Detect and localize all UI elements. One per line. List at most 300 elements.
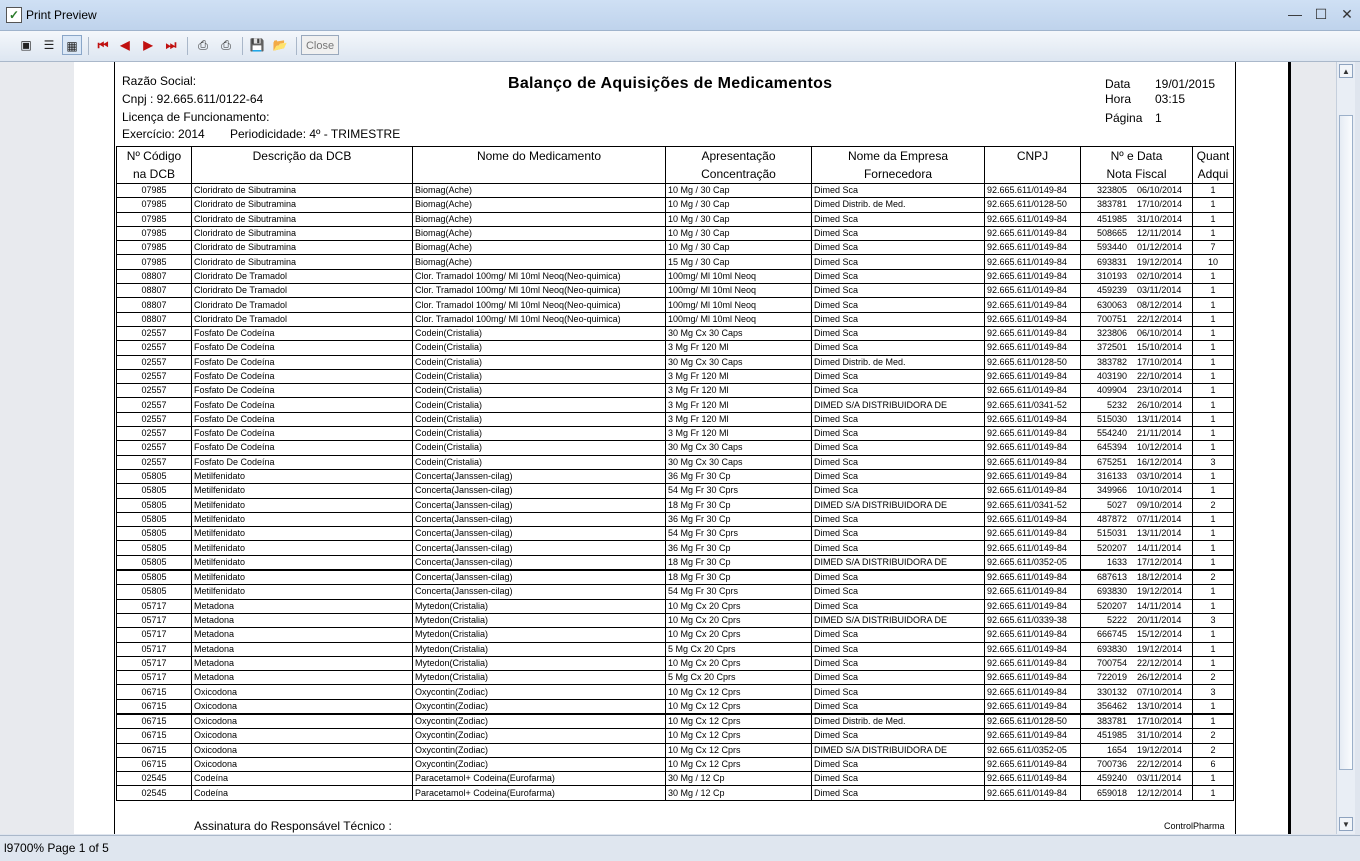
supplier-cnpj-cell xyxy=(985,455,1081,469)
supplier-cnpj-cell xyxy=(985,729,1081,743)
data-value: 19/01/2015 xyxy=(1155,77,1216,91)
table-row xyxy=(117,699,1234,714)
supplier-cell xyxy=(812,398,985,412)
nota-fiscal: 19/12/2014 xyxy=(1137,643,1183,654)
open-folder-icon[interactable]: 📂 xyxy=(272,38,288,52)
supplier: DIMED S/A DISTRIBUIDORA DE xyxy=(814,556,948,567)
table-row xyxy=(117,512,1234,526)
nota-fiscal: 14/11/2014 xyxy=(1137,600,1182,611)
vertical-scrollbar[interactable] xyxy=(1336,62,1355,834)
dcb-code: 07985 xyxy=(141,213,167,224)
column-header xyxy=(666,147,812,184)
supplier: Dimed Sca xyxy=(814,686,859,697)
presentation-cell xyxy=(666,384,812,398)
scroll-down-icon[interactable]: ▼ xyxy=(1339,817,1353,831)
supplier-cnpj: 92.665.611/0149-84 xyxy=(987,485,1067,496)
nota-fiscal-cell xyxy=(1081,699,1193,714)
presentation: 3 Mg Fr 120 Ml xyxy=(668,413,729,424)
presentation: 54 Mg Fr 30 Cprs xyxy=(668,586,739,597)
dcb-code-cell xyxy=(117,714,192,729)
supplier-cnpj-cell xyxy=(985,570,1081,585)
table-row xyxy=(117,541,1234,555)
medicine-name: Biomag(Ache) xyxy=(415,213,473,224)
supplier: Dimed Sca xyxy=(814,442,859,453)
presentation-cell xyxy=(666,613,812,627)
dcb-description-cell xyxy=(192,384,413,398)
supplier-cnpj-cell xyxy=(985,312,1081,326)
medicine-name: Oxycontin(Zodiac) xyxy=(415,759,489,770)
supplier-cnpj-cell xyxy=(985,212,1081,226)
nota-fiscal: 508665 xyxy=(1096,228,1127,239)
close-window-button[interactable]: ✕ xyxy=(1341,6,1353,22)
column-header-line1: Nome do Medicamento xyxy=(476,149,602,163)
dcb-code-cell xyxy=(117,642,192,656)
quantity-cell xyxy=(1193,786,1234,800)
supplier-cell xyxy=(812,541,985,555)
dcb-code: 05717 xyxy=(141,629,167,640)
cnpj-header: Cnpj : 92.665.611/0122-64 xyxy=(122,92,264,106)
nota-fiscal-cell xyxy=(1081,255,1193,269)
presentation-cell xyxy=(666,555,812,570)
nota-fiscal-cell xyxy=(1081,484,1193,498)
supplier-cnpj: 92.665.611/0341-52 xyxy=(987,399,1067,410)
dcb-description-cell xyxy=(192,455,413,469)
table-header-row xyxy=(117,147,1234,184)
column-header xyxy=(985,147,1081,184)
nota-fiscal: 515030 xyxy=(1096,413,1127,424)
medicine-name-cell xyxy=(413,469,666,483)
dcb-code-cell xyxy=(117,671,192,685)
supplier-cnpj-cell xyxy=(985,241,1081,255)
nota-fiscal: 349966 xyxy=(1096,485,1127,496)
medicine-name: Oxycontin(Zodiac) xyxy=(415,744,489,755)
supplier-cnpj-cell xyxy=(985,714,1081,729)
dcb-code-cell xyxy=(117,555,192,570)
supplier-cell xyxy=(812,613,985,627)
nota-fiscal: 07/10/2014 xyxy=(1137,686,1183,697)
page-left-border xyxy=(114,62,115,834)
medicine-name: Paracetamol+ Codeina(Eurofarma) xyxy=(415,787,555,798)
medicine-name-cell xyxy=(413,226,666,240)
dcb-description-cell xyxy=(192,398,413,412)
nota-fiscal: 515031 xyxy=(1096,528,1127,539)
next-page-icon[interactable]: ▶ xyxy=(143,38,153,52)
nota-fiscal: 22/12/2014 xyxy=(1137,657,1183,668)
one-page-view-icon[interactable]: ▣ xyxy=(20,38,32,52)
medicine-name-cell xyxy=(413,685,666,699)
quantity: 1 xyxy=(1210,528,1216,539)
quantity: 7 xyxy=(1210,242,1216,253)
presentation-cell xyxy=(666,412,812,426)
dcb-code: 02557 xyxy=(141,385,167,396)
table-row xyxy=(117,212,1234,226)
supplier-cnpj-cell xyxy=(985,642,1081,656)
supplier-cnpj: 92.665.611/0149-84 xyxy=(987,456,1067,467)
medicine-name-cell xyxy=(413,642,666,656)
nota-fiscal-cell xyxy=(1081,298,1193,312)
presentation-cell xyxy=(666,341,812,355)
save-icon[interactable]: 💾 xyxy=(249,38,265,52)
quantity-cell xyxy=(1193,427,1234,441)
supplier-cell xyxy=(812,484,985,498)
medicine-name-cell xyxy=(413,269,666,283)
supplier-cnpj-cell xyxy=(985,772,1081,786)
table-row xyxy=(117,384,1234,398)
presentation: 3 Mg Fr 120 Ml xyxy=(668,428,729,439)
nota-fiscal-cell xyxy=(1081,384,1193,398)
multi-page-view-icon[interactable]: ☰ xyxy=(43,38,55,52)
quantity: 1 xyxy=(1210,586,1216,597)
presentation: 100mg/ Ml 10ml Neoq xyxy=(668,270,757,281)
nota-fiscal: 722019 xyxy=(1096,672,1127,683)
presentation-cell xyxy=(666,772,812,786)
dcb-code: 05805 xyxy=(141,499,167,510)
medicine-name-cell xyxy=(413,714,666,729)
nota-fiscal-cell xyxy=(1081,398,1193,412)
table-row xyxy=(117,786,1234,800)
dcb-description-cell xyxy=(192,412,413,426)
medicine-name-cell xyxy=(413,355,666,369)
medicine-name-cell xyxy=(413,484,666,498)
quantity-cell xyxy=(1193,498,1234,512)
medicine-name: Oxycontin(Zodiac) xyxy=(415,730,489,741)
presentation-cell xyxy=(666,398,812,412)
table-row xyxy=(117,570,1234,585)
first-page-icon[interactable]: ⏮ xyxy=(97,38,109,52)
dcb-code: 05805 xyxy=(141,586,167,597)
nota-fiscal: 700751 xyxy=(1096,313,1127,324)
supplier-cell xyxy=(812,757,985,771)
quantity-cell xyxy=(1193,269,1234,283)
supplier: Dimed Sca xyxy=(814,428,859,439)
quantity: 1 xyxy=(1210,399,1216,410)
supplier: Dimed Sca xyxy=(814,413,859,424)
supplier-cnpj: 92.665.611/0149-84 xyxy=(987,643,1067,654)
dcb-code-cell xyxy=(117,398,192,412)
dcb-description: Fosfato De Codeína xyxy=(194,371,275,381)
dcb-description-cell xyxy=(192,714,413,729)
supplier-cell xyxy=(812,198,985,212)
supplier-cell xyxy=(812,255,985,269)
nota-fiscal-cell xyxy=(1081,226,1193,240)
table-row xyxy=(117,613,1234,627)
medicine-name: Paracetamol+ Codeina(Eurofarma) xyxy=(415,773,555,784)
dcb-code-cell xyxy=(117,498,192,512)
dcb-code: 08807 xyxy=(141,270,167,281)
presentation-cell xyxy=(666,599,812,613)
medicine-name-cell xyxy=(413,241,666,255)
page-width-view-icon[interactable]: ▦ xyxy=(62,35,82,55)
supplier: Dimed Sca xyxy=(814,657,859,668)
medicine-name: Oxycontin(Zodiac) xyxy=(415,686,489,697)
medicine-name: Codein(Cristalia) xyxy=(415,399,483,410)
nota-fiscal-cell xyxy=(1081,326,1193,340)
supplier-cell xyxy=(812,512,985,526)
nota-fiscal: 17/10/2014 xyxy=(1137,199,1183,210)
medicine-name-cell xyxy=(413,699,666,714)
nota-fiscal-cell xyxy=(1081,412,1193,426)
dcb-code-cell xyxy=(117,226,192,240)
dcb-code-cell xyxy=(117,599,192,613)
supplier-cell xyxy=(812,298,985,312)
medicine-name: Biomag(Ache) xyxy=(415,185,473,196)
dcb-description: Metadona xyxy=(194,600,235,611)
dcb-description-cell xyxy=(192,671,413,685)
presentation-cell xyxy=(666,527,812,541)
quantity-cell xyxy=(1193,384,1234,398)
signature-line: Assinatura do Responsável Técnico : xyxy=(194,819,392,833)
toolbar xyxy=(0,31,1360,62)
supplier-cell xyxy=(812,642,985,656)
table-row xyxy=(117,555,1234,570)
supplier-cell xyxy=(812,585,985,599)
table-row xyxy=(117,455,1234,469)
supplier: Dimed Distrib. de Med. xyxy=(814,356,906,367)
supplier-cnpj-cell xyxy=(985,498,1081,512)
quantity-cell xyxy=(1193,656,1234,670)
dcb-description-cell xyxy=(192,656,413,670)
quantity: 1 xyxy=(1210,657,1216,668)
dcb-code: 05717 xyxy=(141,615,167,626)
nota-fiscal: 16/12/2014 xyxy=(1137,456,1183,467)
nota-fiscal-cell xyxy=(1081,198,1193,212)
print-icon[interactable]: ⎙ xyxy=(221,38,231,52)
nota-fiscal: 17/10/2014 xyxy=(1137,716,1183,727)
supplier: Dimed Sca xyxy=(814,773,859,784)
dcb-description: Oxicodona xyxy=(194,686,238,697)
presentation-cell xyxy=(666,671,812,685)
supplier-cnpj-cell xyxy=(985,743,1081,757)
presentation: 10 Mg Cx 12 Cprs xyxy=(668,716,741,727)
medicine-name-cell xyxy=(413,527,666,541)
quantity: 1 xyxy=(1210,213,1216,224)
presentation-cell xyxy=(666,699,812,714)
supplier-cnpj: 92.665.611/0149-84 xyxy=(987,528,1067,539)
medicine-name: Mytedon(Cristalia) xyxy=(415,657,489,668)
supplier: Dimed Sca xyxy=(814,513,859,524)
quantity-cell xyxy=(1193,198,1234,212)
medicine-name: Clor. Tramadol 100mg/ Ml 10ml Neoq(Neo-quimica) xyxy=(415,270,621,281)
nota-fiscal: 22/12/2014 xyxy=(1137,759,1183,770)
supplier-cnpj-cell xyxy=(985,685,1081,699)
print-setup-icon[interactable]: ⎙ xyxy=(198,38,208,52)
column-header xyxy=(1081,147,1193,184)
supplier-cnpj-cell xyxy=(985,412,1081,426)
dcb-code-cell xyxy=(117,786,192,800)
quantity-cell xyxy=(1193,757,1234,771)
quantity-cell xyxy=(1193,628,1234,642)
dcb-description-cell xyxy=(192,599,413,613)
column-header xyxy=(192,147,413,184)
dcb-description-cell xyxy=(192,312,413,326)
nota-fiscal: 31/10/2014 xyxy=(1137,730,1183,741)
table-row xyxy=(117,341,1234,355)
quantity: 1 xyxy=(1210,285,1216,296)
nota-fiscal: 20/11/2014 xyxy=(1137,615,1182,626)
supplier-cnpj: 92.665.611/0339-38 xyxy=(987,615,1067,626)
dcb-code-cell xyxy=(117,427,192,441)
acquisitions-table xyxy=(116,146,1234,801)
supplier-cnpj: 92.665.611/0149-84 xyxy=(987,442,1067,453)
dcb-code-cell xyxy=(117,355,192,369)
presentation-cell xyxy=(666,685,812,699)
presentation: 10 Mg / 30 Cap xyxy=(668,213,730,224)
dcb-code: 05717 xyxy=(141,657,167,668)
quantity-cell xyxy=(1193,298,1234,312)
supplier-cnpj: 92.665.611/0149-84 xyxy=(987,686,1067,697)
supplier-cnpj-cell xyxy=(985,184,1081,198)
nota-fiscal: 26/10/2014 xyxy=(1137,399,1183,410)
nota-fiscal: 409904 xyxy=(1096,385,1127,396)
supplier-cnpj-cell xyxy=(985,585,1081,599)
medicine-name-cell xyxy=(413,412,666,426)
medicine-name-cell xyxy=(413,541,666,555)
nota-fiscal: 03/10/2014 xyxy=(1137,471,1183,482)
quantity-cell xyxy=(1193,184,1234,198)
quantity: 2 xyxy=(1210,744,1216,755)
supplier: Dimed Sca xyxy=(814,730,859,741)
table-row xyxy=(117,527,1234,541)
supplier: DIMED S/A DISTRIBUIDORA DE xyxy=(814,744,948,755)
table-row xyxy=(117,685,1234,699)
supplier-cnpj: 92.665.611/0341-52 xyxy=(987,499,1067,510)
nota-fiscal-cell xyxy=(1081,541,1193,555)
quantity: 1 xyxy=(1210,600,1216,611)
dcb-description: Metadona xyxy=(194,629,235,640)
supplier-cell xyxy=(812,527,985,541)
supplier: Dimed Sca xyxy=(814,213,859,224)
nota-fiscal-cell xyxy=(1081,685,1193,699)
nota-fiscal: 15/10/2014 xyxy=(1137,342,1183,353)
dcb-description-cell xyxy=(192,613,413,627)
supplier-cnpj: 92.665.611/0149-84 xyxy=(987,242,1067,253)
supplier-cnpj-cell xyxy=(985,269,1081,283)
supplier-cnpj: 92.665.611/0149-84 xyxy=(987,787,1067,798)
data-label: Data xyxy=(1105,77,1131,91)
quantity-cell xyxy=(1193,743,1234,757)
dcb-code-cell xyxy=(117,743,192,757)
dcb-description-cell xyxy=(192,341,413,355)
quantity-cell xyxy=(1193,441,1234,455)
supplier-cnpj-cell xyxy=(985,555,1081,570)
quantity: 1 xyxy=(1210,228,1216,239)
quantity-cell xyxy=(1193,613,1234,627)
presentation: 18 Mg Fr 30 Cp xyxy=(668,499,731,510)
dcb-description-cell xyxy=(192,743,413,757)
nota-fiscal-cell xyxy=(1081,555,1193,570)
supplier-cnpj-cell xyxy=(985,298,1081,312)
dcb-code-cell xyxy=(117,412,192,426)
supplier-cnpj-cell xyxy=(985,355,1081,369)
supplier: Dimed Distrib. de Med. xyxy=(814,716,906,727)
table-row xyxy=(117,398,1234,412)
quantity-cell xyxy=(1193,212,1234,226)
dcb-description: Oxicodona xyxy=(194,744,238,755)
supplier-cell xyxy=(812,369,985,383)
column-header xyxy=(812,147,985,184)
dcb-description: Metilfenidato xyxy=(194,556,246,567)
presentation-cell xyxy=(666,570,812,585)
dcb-description: Cloridrato de Sibutramina xyxy=(194,199,297,210)
supplier-cnpj-cell xyxy=(985,427,1081,441)
supplier-cnpj-cell xyxy=(985,699,1081,714)
dcb-code-cell xyxy=(117,685,192,699)
medicine-name-cell xyxy=(413,298,666,312)
supplier-cnpj-cell xyxy=(985,786,1081,800)
quantity-cell xyxy=(1193,772,1234,786)
dcb-description-cell xyxy=(192,198,413,212)
dcb-code-cell xyxy=(117,184,192,198)
scroll-up-icon[interactable]: ▲ xyxy=(1339,64,1353,78)
dcb-description: Fosfato De Codeína xyxy=(194,356,275,367)
quantity-cell xyxy=(1193,541,1234,555)
previous-page-icon[interactable]: ◀ xyxy=(120,38,130,52)
nota-fiscal: 593440 xyxy=(1096,242,1127,253)
medicine-name-cell xyxy=(413,599,666,613)
maximize-button[interactable]: ☐ xyxy=(1314,6,1328,22)
supplier-cnpj-cell xyxy=(985,512,1081,526)
supplier: Dimed Sca xyxy=(814,371,859,381)
presentation: 3 Mg Fr 120 Ml xyxy=(668,342,729,353)
presentation: 36 Mg Fr 30 Cp xyxy=(668,471,731,482)
supplier-cell xyxy=(812,441,985,455)
column-header-line1: Descrição da DCB xyxy=(252,149,352,163)
column-header-line1: Nº e Data xyxy=(1110,149,1163,163)
nota-fiscal-cell xyxy=(1081,312,1193,326)
dcb-code-cell xyxy=(117,585,192,599)
supplier-cnpj: 92.665.611/0149-84 xyxy=(987,773,1067,784)
nota-fiscal: 26/12/2014 xyxy=(1137,672,1183,683)
nota-fiscal-cell xyxy=(1081,642,1193,656)
close-button[interactable]: Close xyxy=(301,35,339,55)
dcb-code: 06715 xyxy=(141,686,167,697)
quantity: 1 xyxy=(1210,385,1216,396)
medicine-name: Concerta(Janssen-cilag) xyxy=(415,556,513,567)
medicine-name-cell xyxy=(413,729,666,743)
dcb-description: Cloridrato de Sibutramina xyxy=(194,256,297,267)
supplier-cell xyxy=(812,599,985,613)
quantity-cell xyxy=(1193,599,1234,613)
column-header-line1: Quant xyxy=(1196,149,1230,163)
supplier-cell xyxy=(812,226,985,240)
minimize-button[interactable]: — xyxy=(1288,6,1302,22)
supplier-cnpj-cell xyxy=(985,198,1081,212)
quantity-cell xyxy=(1193,512,1234,526)
dcb-code-cell xyxy=(117,772,192,786)
scroll-thumb[interactable] xyxy=(1339,115,1353,770)
nota-fiscal: 687613 xyxy=(1096,572,1127,583)
dcb-code: 07985 xyxy=(141,256,167,267)
dcb-code: 07985 xyxy=(141,199,167,210)
presentation: 10 Mg Cx 12 Cprs xyxy=(668,730,741,741)
nota-fiscal: 21/11/2014 xyxy=(1137,428,1182,439)
medicine-name: Mytedon(Cristalia) xyxy=(415,629,489,640)
medicine-name: Concerta(Janssen-cilag) xyxy=(415,528,513,539)
page-right-border xyxy=(1235,62,1236,834)
medicine-name-cell xyxy=(413,570,666,585)
last-page-icon[interactable]: ⏭ xyxy=(165,38,177,52)
nota-fiscal: 19/12/2014 xyxy=(1137,586,1183,597)
quantity-cell xyxy=(1193,555,1234,570)
supplier: Dimed Sca xyxy=(814,328,859,339)
nota-fiscal: 5222 xyxy=(1106,615,1127,626)
nota-fiscal: 19/12/2014 xyxy=(1137,256,1183,267)
status-bar xyxy=(0,835,1360,861)
supplier: Dimed Sca xyxy=(814,185,859,196)
presentation: 15 Mg / 30 Cap xyxy=(668,256,730,267)
table-row xyxy=(117,585,1234,599)
column-header-line1: Nº Código xyxy=(126,149,182,163)
